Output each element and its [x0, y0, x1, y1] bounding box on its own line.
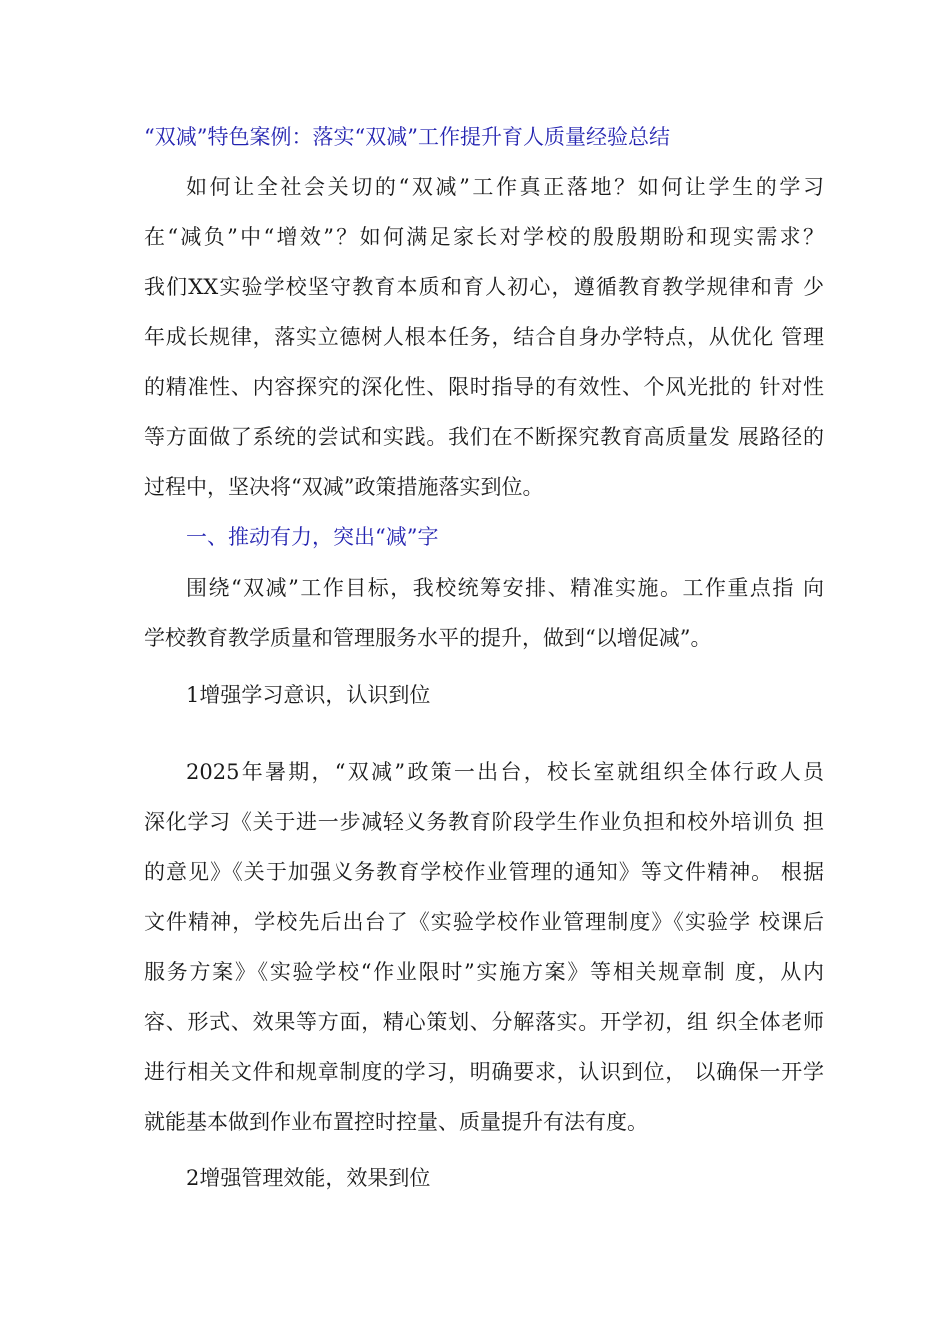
subsection-1-line-5: 服务方案》《实验学校“作业限时”实施方案》等相关规章制 度，从内 [144, 960, 824, 984]
intro-line-4: 年成长规律，落实立德树人根本任务，结合自身办学特点，从优化 管理 [144, 325, 824, 349]
subsection-1-line-6: 容、形式、效果等方面，精心策划、分解落实。开学初，组 织全体老师 [144, 1010, 824, 1034]
document-title: “双减”特色案例：落实“双减”工作提升育人质量经验总结 [144, 125, 670, 149]
subsection-1-line-7: 进行相关文件和规章制度的学习，明确要求，认识到位， 以确保一开学 [144, 1060, 824, 1084]
intro-line-7: 过程中，坚决将“双减”政策措施落实到位。 [144, 475, 544, 499]
section-1-heading: 一、推动有力，突出“减”字 [186, 525, 439, 549]
subsection-1-line-2: 深化学习《关于进一步减轻义务教育阶段学生作业负担和校外培训负 担 [144, 810, 824, 834]
subsection-1-heading: 1增强学习意识，认识到位 [186, 683, 431, 707]
subsection-1-line-4: 文件精神，学校先后出台了《实验学校作业管理制度》《实验学 校课后 [144, 910, 824, 934]
intro-line-5: 的精准性、内容探究的深化性、限时指导的有效性、个风光批的 针对性 [144, 375, 824, 399]
section-1-line-2: 学校教育教学质量和管理服务水平的提升，做到“以增促减”。 [144, 626, 712, 650]
intro-line-1: 如何让全社会关切的“双减”工作真正落地？如何让学生的学习 [186, 175, 824, 199]
subsection-2-heading: 2增强管理效能，效果到位 [186, 1166, 431, 1190]
section-1-line-1: 围绕“双减”工作目标，我校统筹安排、精准实施。工作重点指 向 [186, 576, 824, 600]
subsection-1-line-3: 的意见》《关于加强义务教育学校作业管理的通知》等文件精神。 根据 [144, 860, 824, 884]
intro-line-3: 我们XX实验学校坚守教育本质和育人初心，遵循教育教学规律和青 少 [144, 275, 824, 299]
subsection-1-line-8: 就能基本做到作业布置控时控量、质量提升有法有度。 [144, 1110, 648, 1134]
intro-line-2: 在“减负”中“增效”？如何满足家长对学校的殷殷期盼和现实需求？ [144, 225, 824, 249]
subsection-1-line-1: 2025年暑期，“双减”政策一出台，校长室就组织全体行政人员 [186, 760, 824, 784]
intro-line-6: 等方面做了系统的尝试和实践。我们在不断探究教育高质量发 展路径的 [144, 425, 824, 449]
